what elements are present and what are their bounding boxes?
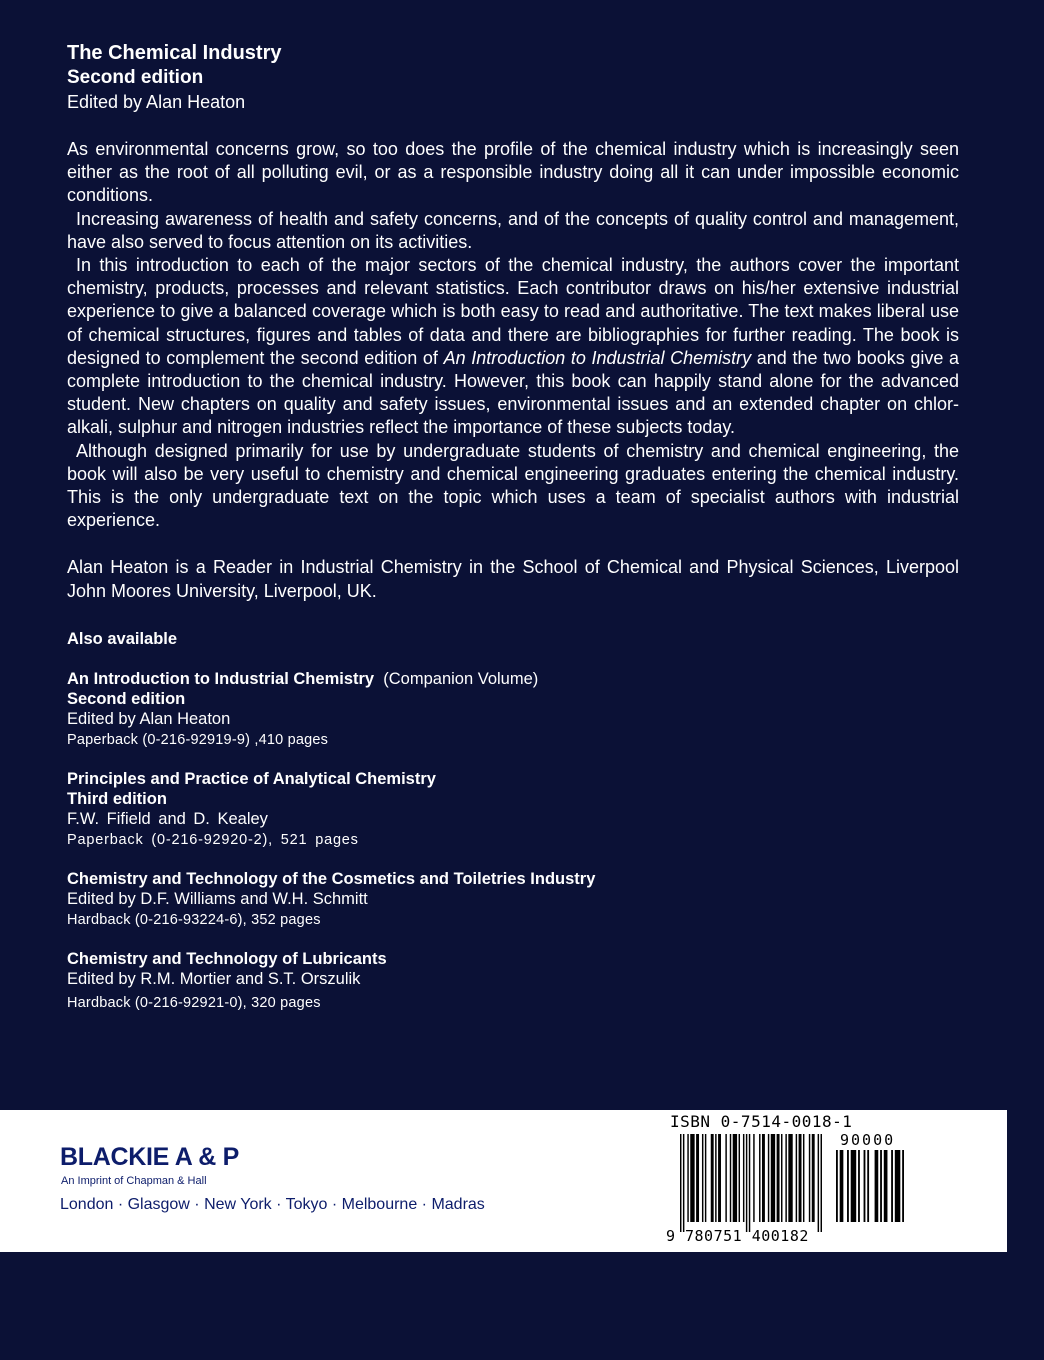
also-available-heading: Also available: [67, 630, 178, 649]
related-book-1: [67, 669, 959, 750]
related-book-title: Chemistry and Technology of the Cosmetics and Toiletries Industry: [67, 870, 596, 889]
publisher-logo: BLACKIE A & P: [60, 1143, 239, 1171]
book-title: The Chemical Industry: [67, 42, 282, 64]
related-book-edition: Second edition: [67, 690, 186, 709]
related-book-format: Hardback (0-216-93224-6), 352 pages: [67, 912, 321, 929]
companion-title-italic: An Introduction to Industrial Chemistry: [443, 347, 752, 368]
book-description: [67, 138, 959, 532]
publisher-cities: London · Glasgow · New York · Tokyo · Melbourne · Madras: [60, 1196, 485, 1213]
related-book-title: Principles and Practice of Analytical Chemistry: [67, 770, 436, 789]
related-book-title: [67, 669, 959, 689]
description-paragraph-1: As environmental concerns grow, so too does the profile of the chemical industry which is increasingly seen either as the root of all polluting evil, or as a responsible industry doing all it can under impossible economic conditions.: [67, 139, 959, 206]
related-book-editor: F.W. Fifield and D. Kealey: [67, 810, 268, 829]
related-book-edition: Third edition: [67, 790, 167, 809]
book-editor: Edited by Alan Heaton: [67, 92, 246, 112]
cover-content: [67, 40, 959, 1013]
related-book-title: Chemistry and Technology of Lubricants: [67, 950, 387, 969]
related-book-title-text: An Introduction to Industrial Chemistry: [67, 670, 375, 689]
related-book-2: [67, 769, 959, 850]
description-p3-start: In this introduction to each of the major sectors of the chemical industry, the authors cover the important chemistry, products, processes and relevant statistics. Each contributor draws on his/her extensive industrial experience to give a balanced coverage which is both easy to read and authoritative. The text makes liberal use of chemical structures, figures and tables of data and there are bibliographies for further reading. The book is designed to complement the second edition of: [67, 255, 959, 368]
description-p3-end: and the two books give a complete introduction to the chemical industry. However, this book can happily stand alone for the advanced student. New chapters on quality and safety issues, environmental issues and an extended chapter on chlor-alkali, sulphur and nitrogen industries reflect the importance of these subjects today.: [67, 347, 960, 438]
description-paragraph-2: Increasing awareness of health and safety concerns, and of the concepts of quality control and management, have also served to focus attention on its activities.: [67, 208, 959, 252]
isbn-label: ISBN 0-7514-0018-1: [670, 1112, 853, 1131]
publisher-band: [0, 1110, 1007, 1252]
related-book-3: [67, 869, 959, 930]
related-book-editor: Edited by Alan Heaton: [67, 710, 231, 729]
related-book-format: Hardback (0-216-92921-0), 320 pages: [67, 995, 321, 1012]
ean-first-digit: 9: [666, 1227, 676, 1245]
related-book-format: Paperback (0-216-92920-2), 521 pages: [67, 832, 359, 849]
description-paragraph-4: Although designed primarily for use by undergraduate students of chemistry and chemical engineering, the book will also be very useful to chemistry and chemical engineering graduates entering the chemical industry. This is the only undergraduate text on the topic which uses a team of specialist authors with industrial experience.: [67, 440, 959, 531]
related-book-4: [67, 949, 959, 1013]
companion-volume-note: (Companion Volume): [383, 670, 539, 689]
related-book-editor: Edited by D.F. Williams and W.H. Schmitt: [67, 890, 368, 909]
publisher-imprint: An Imprint of Chapman & Hall: [61, 1175, 207, 1187]
related-book-editor: Edited by R.M. Mortier and S.T. Orszulik: [67, 970, 361, 989]
barcode-main-icon: [680, 1134, 822, 1232]
book-edition: Second edition: [67, 67, 204, 88]
barcode-addon-icon: [836, 1150, 904, 1232]
ean-digits: 780751 400182: [685, 1227, 809, 1245]
barcode-addon-digits: 90000: [840, 1131, 896, 1149]
author-bio: Alan Heaton is a Reader in Industrial Chemistry in the School of Chemical and Physical Sciences, Liverpool John Moores University, Liverpool, UK.: [67, 557, 959, 601]
description-paragraph-3: [67, 254, 959, 440]
related-book-format: Paperback (0-216-92919-9) ,410 pages: [67, 732, 329, 749]
